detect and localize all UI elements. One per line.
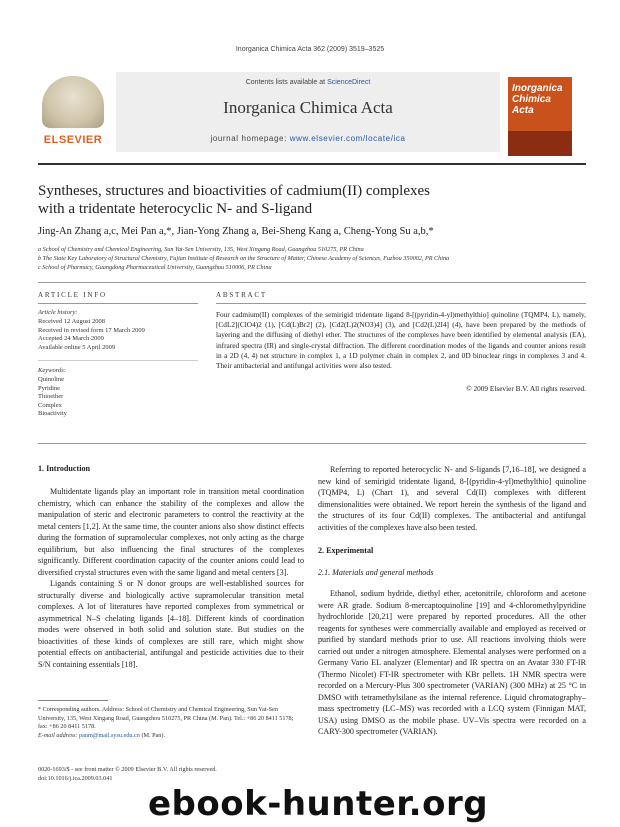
body-rule (38, 443, 586, 444)
footnote-email-line (38, 732, 303, 741)
keywords-label: Keywords: (38, 367, 66, 374)
affiliation-b: b The State Key Laboratory of Structural Chemistry, Fujian Institute of Research on the Structure of Matter, Chinese Academy of Sciences, Fuzhou 350002, PR China (38, 255, 450, 262)
affiliation-c: c School of Pharmacy, Guangdong Pharmaceutical University, Guangzhou 510006, PR China (38, 264, 272, 271)
author-list: Jing-An Zhang a,c, Mei Pan a,*, Jian-Yong Zhang a, Bei-Sheng Kang a, Cheng-Yong Su a,b,* (38, 226, 434, 237)
footnote-address: * Corresponding authors. Address: School of Chemistry and Chemical Engineering, Sun Yat-Sen University, 135, West Xingang Road, Guangzhou 510275, PR China (M. Pan). Tel.: +86 20 8411 5178; fax: +86 20 8411 5178. (38, 706, 294, 731)
title-line-1: Syntheses, structures and bioactivities of cadmium(II) complexes (38, 183, 430, 199)
sciencedirect-link[interactable]: ScienceDirect (327, 79, 371, 86)
running-header: Inorganica Chimica Acta 362 (2009) 3519–3525 (235, 46, 385, 53)
article-history-label: Article history: (38, 309, 78, 316)
watermark: ebook-hunter.org (148, 784, 489, 824)
keyword-item: Thioether (38, 393, 64, 400)
journal-homepage (116, 134, 500, 143)
keywords-rule (38, 360, 198, 361)
experimental-heading: 2. Experimental (318, 546, 374, 555)
header-rule (38, 163, 586, 165)
keyword-item: Bioactivity (38, 410, 67, 417)
journal-cover-image (508, 77, 572, 156)
homepage-prefix: journal homepage: (210, 134, 287, 143)
homepage-link[interactable]: www.elsevier.com/locate/ica (289, 134, 406, 143)
affiliation-rule (38, 282, 586, 283)
left-column (38, 486, 304, 670)
footnote-rule (38, 700, 108, 701)
contents-prefix: Contents lists available at (245, 79, 326, 86)
right-paragraph-1: Referring to reported heterocyclic N- and S-ligands [7,16–18], we designed a new kind of semirigid tridentate ligand, 8-[(pyridin-4-yl)methylthio] quinoline (TQMP4, L) (Chart 1), and several Cd(II) complexes with different dimensionalities were obtained. We report herein the synthesis of the ligand and the structures of its four Cd(II) complexes. The antibacterial and antifungal activities of the complexes have also been tested. (318, 465, 586, 532)
intro-paragraph-2: Ligands containing S or N donor groups are well-established sources for structurally diverse and biologically active supramolecular transition metal complexes. A lot of literatures have reported complexes from symmetrical or asymmetrical N–S chelating ligands [4–18]. Different kinds of coordination modes were observed in both solid and solution state. But studies on the bioactivities of these kinds of complexes are still rare, which might show potential effects on antibacterial, antifungal and pesticide activities due to their S/N containing essentials [18]. (38, 579, 304, 669)
article-history (38, 318, 208, 352)
introduction-heading: 1. Introduction (38, 464, 91, 473)
keyword-item: Quinoline (38, 376, 64, 383)
right-paragraph-2: Ethanol, sodium hydride, diethyl ether, acetonitrile, chloroform and acetone were AR grade. Sodium 8-mercaptoquinoline [19] and 4-chloromethylpyridine hydrochloride [20,21] were prepared by reported procedures. All the other reagents for syntheses were commercially available and employed as received or purified by standard methods prior to use. All reactions involving thiols were carried out under a nitrogen atmosphere. Elemental analyses were performed on a Germany Vario EL analyzer (Elementar) and IR spectra on an Avatar 330 FT-IR (Thermo Nicolet) FT-IR spectrometer with KBr pellets. 1H NMR spectra were recorded on a Mercury-Plus 300 spectrometer (VARIAN) (300 MHz) at 25 °C in DMSO with tetramethylsilane as the internal reference. Liquid chromatography–mass spectrometry (LC–MS) was recorded with a LCQ system (Finnigan MAT, USA) using DMSO as the mobile phase. UV–Vis spectra were recorded on a CARY-300 spectrometer (VARIAN). (318, 589, 586, 736)
issn-line: 0020-1693/$ - see front matter © 2009 Elsevier B.V. All rights reserved. (38, 766, 217, 773)
article-info-rule (38, 303, 198, 304)
keywords-list (38, 376, 208, 419)
elsevier-logo (38, 76, 108, 154)
right-column (318, 464, 586, 738)
cover-band (508, 131, 572, 156)
contents-line (116, 79, 500, 86)
journal-title: Inorganica Chimica Acta (223, 98, 393, 117)
elsevier-tree-icon (42, 76, 104, 128)
email-prefix: E-mail address: (38, 731, 78, 739)
cover-title: Inorganica Chimica Acta (512, 83, 563, 116)
keyword-item: Pyridine (38, 384, 61, 392)
abstract-label: ABSTRACT (216, 291, 267, 299)
article-info-label: ARTICLE INFO (38, 291, 107, 299)
keyword-item: Complex (38, 401, 62, 409)
materials-heading: 2.1. Materials and general methods (318, 567, 434, 577)
elsevier-wordmark: ELSEVIER (43, 134, 103, 146)
history-received: Received 12 August 2008 (38, 318, 105, 325)
history-online: Available online 5 April 2009 (38, 343, 116, 351)
front-matter-info (38, 766, 303, 783)
email-suffix: (M. Pan). (141, 731, 165, 739)
title-line-2: with a tridentate heterocyclic N- and S-ligand (38, 201, 313, 217)
abstract-rule (216, 303, 586, 304)
corresponding-footnote (38, 706, 303, 740)
history-accepted: Accepted 24 March 2009 (38, 335, 104, 342)
article-title (38, 182, 558, 218)
email-link[interactable]: panm@mail.sysu.edu.cn (79, 731, 140, 739)
history-revised: Received in revised form 17 March 2009 (38, 326, 145, 334)
abstract-text: Four cadmium(II) complexes of the semirigid tridentate ligand 8-[(pyridin-4-yl)methylthio] quinoline (TQMP4, L), namely, [CdL2](ClO4)2 (1), [Cd(L)Br2] (2), [Cd2(L)2(NO3)4] (3), and [Cd2(L)2I4] (4), have been prepared by the methods of layering and the diffusing of diethyl ether. The structures of the complexes have been identified by elemental analysis (EA), infrared spectra (IR) and single-crystal diffraction. The different coordination modes of the ligands and counter anions result in a 2D (4, 4) net structure in complex 1, a 1D polymer chain in complex 2, and 0D binuclear rings in complexes 3 and 4. Their antibacterial and antifungal activities were also tested. (216, 310, 586, 371)
affiliation-a: a School of Chemistry and Chemical Engineering, Sun Yat-Sen University, 135, West Xingang Road, Guangzhou 510275, PR China (38, 246, 364, 253)
intro-paragraph-1: Multidentate ligands play an important role in transition metal coordination chemistry, which can enhance the stability of the complexes and allow the manipulation of steric and electronic parameters to control the reactivity at the metal centers [1,2]. At the same time, the counter anions also show distinct effects during the formation of supramolecular complexes, not only acting as the charge equilibrium, but also influencing the final structures of the complexes significantly. Different coordination capacity of the counter anions could lead to diversified crystal structures even with the same ligand and metal centers [3]. (38, 487, 304, 577)
doi-link[interactable]: doi:10.1016/j.ica.2009.03.041 (38, 774, 113, 782)
abstract-copyright: © 2009 Elsevier B.V. All rights reserved. (466, 384, 586, 393)
